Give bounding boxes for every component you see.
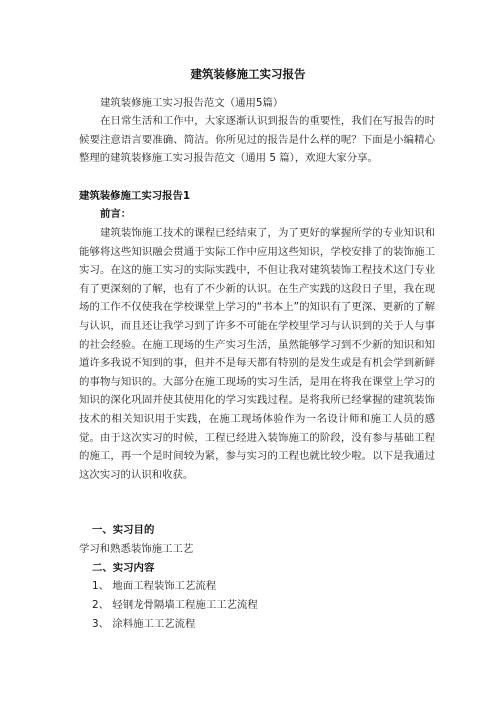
list-item: 1、 地面工程装饰工艺流程: [92, 580, 217, 592]
section-1-heading: 建筑装修施工实习报告1: [79, 190, 191, 202]
list-item: 3、 涂料施工工艺流程: [92, 618, 196, 630]
intro-paragraph: 在日常生活和工作中，大家逐渐认识到报告的重要性，我们在写报告的时候要注意语言要准确、简洁。你所见过的报告是什么样的呢？下面是小编精心整理的建筑装修施工实习报告范文（通用 5 篇），欢迎大家分享。: [79, 115, 435, 165]
goal-text: 学习和熟悉装饰施工工艺: [79, 543, 194, 555]
body-paragraph-1: 建筑装饰施工技术的课程已经结束了，为了更好的掌握所学的专业知识和能够将这些知识融会贯通于实际工作中应用这些知识，学校安排了的装饰施工实习。在这的施工实习的实际实践中，不但让我对建筑装饰工程技术这门专业有了更深刻的了解，也有了不少新的认识。在生产实践的这段日子里，我在现场的工作不仅使我在学校课堂上学习的“书本上”的知识有了更深、更新的了解与认识，而且还让我学习到了许多不可能在学校里学习与认识到的关于人与事的社会经验。在施工现场的生产实习生活，虽然能够学习到不少新的知识和知道许多我说不知到的事，但并不是每天都有特别的是发生或是有机会学到新鲜的事物与知识的。大部分在施工现场的实习生活，是用在将我在课堂上学习的知识的深化巩固并使其使用化的学习实践过程。是将我所已经掌握的建筑装饰技术的相关知识用于实践，在施工现场体验作为一名设计师和施工人员的感觉。由于这次实习的时候，工程已经进入装饰施工的阶段，没有参与基础工程的施工，再一个是时间较为紧，参与实习的工程也就比较少啦。以下是我通过这次实习的认识和收获。: [79, 227, 435, 481]
heading-content: 二、实习内容: [92, 562, 155, 574]
preface-label: 前言：: [100, 208, 132, 220]
document-title: 建筑装修施工实习报告: [190, 67, 306, 81]
heading-goal: 一、实习目的: [92, 524, 155, 536]
list-item: 2、 轻钢龙骨隔墙工程施工工艺流程: [92, 599, 258, 611]
document-subtitle: 建筑装修施工实习报告范文（通用5篇）: [100, 97, 284, 109]
